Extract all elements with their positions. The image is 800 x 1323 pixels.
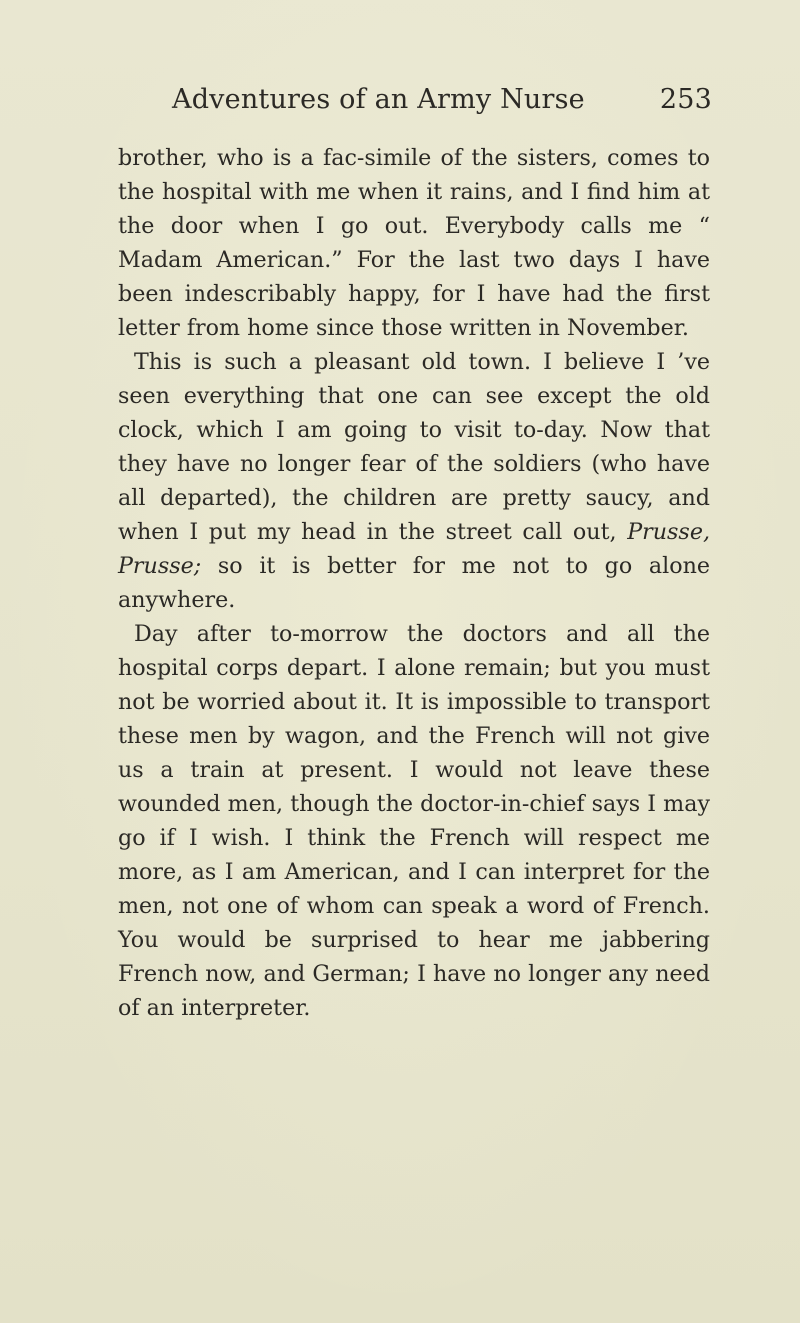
paragraph-2-text: This is such a pleasant old town. I believe I ’ve seen everything that one can see except the old clock, which I am going to visit to-day. Now that they have no longer fear of the soldiers (who have all departed), the children are pretty saucy, and when I put my head in the street call out, [118, 349, 710, 545]
page-number: 253 [659, 84, 712, 115]
paragraph-1: brother, who is a fac-simile of the sisters, comes to the hospital with me when it rains, and I find him at the door when I go out. Everybody calls me “ Madam American.” For the last two days I have been indescribably happy, for I have had the first letter from home since those written in November. [118, 145, 710, 341]
paragraph-3: Day after to-morrow the doctors and all the hospital corps depart. I alone remain; but you must not be worried about it. It is impossible to transport these men by wagon, and the French will not give us a train at present. I would not leave these wounded men, though the doctor-in-chief says I may go if I wish. I think the French will respect me more, as I am American, and I can interpret for the men, not one of whom can speak a word of French. You would be surprised to hear me jabbering French now, and German; I have no longer any need of an interpreter. [118, 621, 710, 1021]
paragraph-2-text-end: so it is better for me not to go alone anywhere. [118, 553, 710, 613]
paragraph-2 [118, 345, 710, 617]
running-head [172, 84, 712, 128]
running-head-title: Adventures of an Army Nurse [172, 84, 585, 115]
paragraph-2-italic-phrase: Prusse, Prusse; [118, 519, 710, 579]
body-text [118, 141, 710, 1025]
